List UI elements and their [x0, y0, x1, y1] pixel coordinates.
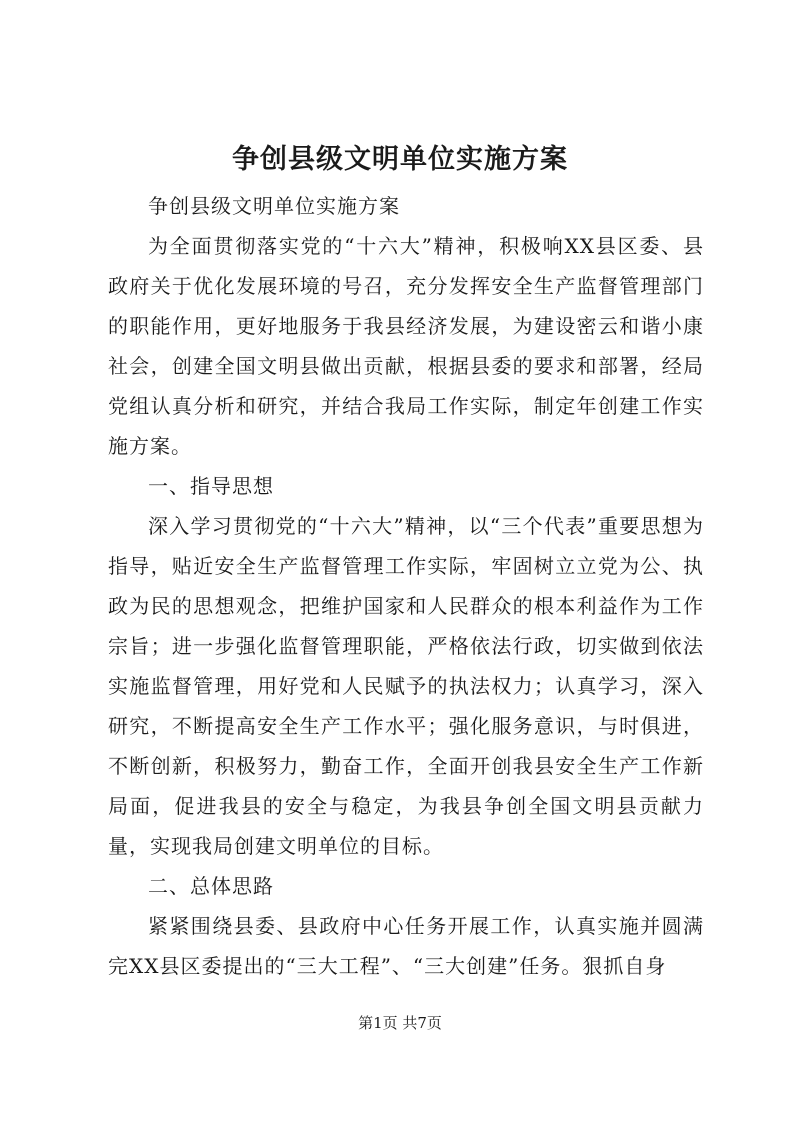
- document-body: [108, 186, 704, 986]
- paragraph-overall-approach: 紧紧围绕县委、县政府中心任务开展工作，认真实施并圆满完XX县区委提出的“三大工程”、“三大创建”任务。狠抓自身: [108, 914, 704, 978]
- page-footer: 第1页 共7页: [358, 1014, 442, 1032]
- paragraph-guiding-ideology: 深入学习贯彻党的“十六大”精神，以“三个代表”重要思想为指导，贴近安全生产监督管理工作实际，牢固树立立党为公、执政为民的思想观念，把维护国家和人民群众的根本利益作为工作宗旨；进一步强化监督管理职能，严格依法行政，切实做到依法实施监督管理，用好党和人民赋予的执法权力；认真学习，深入研究，不断提高安全生产工作水平；强化服务意识，与时俱进，不断创新，积极努力，勤奋工作，全面开创我县安全生产工作新局面，促进我县的安全与稳定，为我县争创全国文明县贡献力量，实现我局创建文明单位的目标。: [108, 514, 704, 858]
- paragraph-subtitle: 争创县级文明单位实施方案: [148, 194, 400, 218]
- paragraph-intro: 为全面贯彻落实党的“十六大”精神，积极响XX县区委、县政府关于优化发展环境的号召，充分发挥安全生产监督管理部门的职能作用，更好地服务于我县经济发展，为建设密云和谐小康社会，创建全国文明县做出贡献，根据县委的要求和部署，经局党组认真分析和研究，并结合我局工作实际，制定年创建工作实施方案。: [108, 234, 704, 458]
- section-heading-overall-approach: 二、总体思路: [148, 874, 274, 898]
- document-title: 争创县级文明单位实施方案: [232, 144, 568, 175]
- section-heading-guiding-ideology: 一、指导思想: [148, 474, 274, 498]
